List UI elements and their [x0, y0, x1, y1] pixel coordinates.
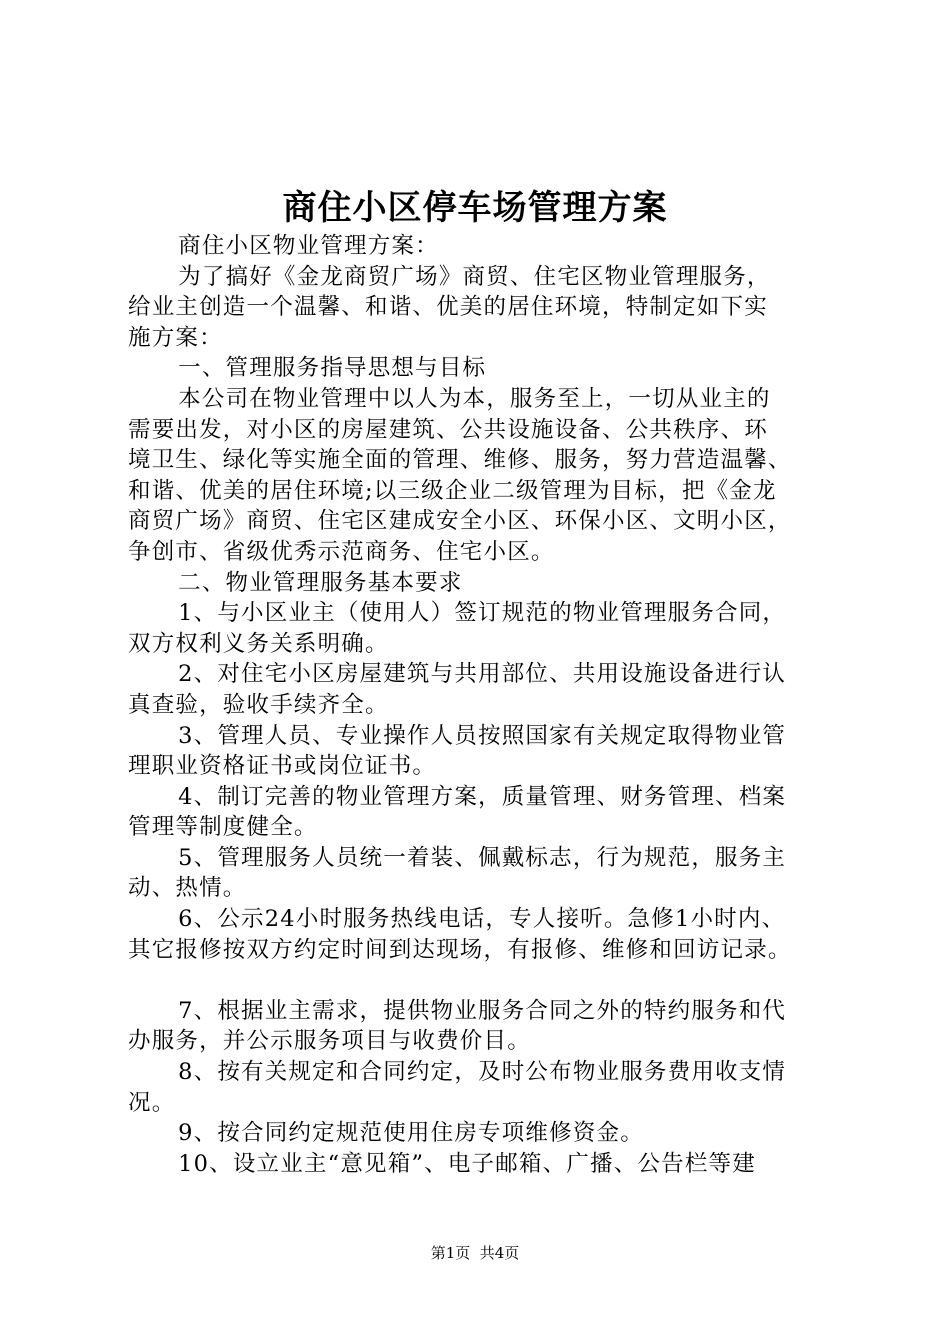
text-line: 一、管理服务指导思想与目标	[128, 355, 487, 382]
text-line: 动、热情。	[128, 875, 247, 902]
text-line: 9、按合同约定规范使用住房专项维修资金。	[128, 1120, 644, 1147]
text-line: 二、物业管理服务基本要求	[128, 569, 463, 596]
text-line: 8、按有关规定和合同约定，及时公布物业服务费用收支情	[128, 1059, 787, 1086]
text-line: 管理等制度健全。	[128, 814, 318, 841]
text-line: 境卫生、绿化等实施全面的管理、维修、服务，努力营造温馨、	[128, 447, 792, 474]
text-line: 给业主创造一个温馨、和谐、优美的居住环境，特制定如下实	[128, 294, 768, 321]
text-line: 真查验，验收手续齐全。	[128, 691, 389, 718]
document-body	[128, 231, 850, 1179]
text-line: 7、根据业主需求，提供物业服务合同之外的特约服务和代	[128, 997, 787, 1024]
text-line: 2、对住宅小区房屋建筑与共用部位、共用设施设备进行认	[128, 661, 787, 688]
text-line: 商住小区物业管理方案：	[128, 233, 439, 259]
text-line: 理职业资格证书或岗位证书。	[128, 753, 437, 780]
text-line: 况。	[128, 1089, 176, 1116]
text-line: 为了搞好《金龙商贸广场》商贸、住宅区物业管理服务，	[128, 263, 771, 290]
text-line: 10、设立业主“意见箱”、电子邮箱、广播、公告栏等建	[128, 1150, 756, 1177]
text-line: 办服务，并公示服务项目与收费价目。	[128, 1028, 531, 1055]
text-line: 4、制订完善的物业管理方案，质量管理、财务管理、档案	[128, 783, 787, 810]
blank-line	[128, 965, 850, 996]
document-title: 商住小区停车场管理方案	[282, 188, 668, 228]
page-footer: 第1页 共4页	[430, 1244, 520, 1262]
text-line: 需要出发，对小区的房屋建筑、公共设施设备、公共秩序、环	[128, 416, 768, 443]
text-line: 争创市、省级优秀示范商务、住宅小区。	[128, 538, 555, 565]
text-line: 3、管理人员、专业操作人员按照国家有关规定取得物业管	[128, 722, 787, 749]
text-line: 1、与小区业主（使用人）签订规范的物业管理服务合同，	[128, 600, 787, 627]
text-line: 施方案：	[128, 324, 223, 351]
text-line: 商贸广场》商贸、住宅区建成安全小区、环保小区、文明小区，	[128, 508, 792, 535]
text-line: 本公司在物业管理中以人为本，服务至上，一切从业主的	[128, 385, 771, 412]
text-line: 5、管理服务人员统一着装、佩戴标志，行为规范，服务主	[128, 844, 787, 871]
text-line: 和谐、优美的居住环境;以三级企业二级管理为目标，把《金龙	[128, 477, 777, 504]
text-line: 双方权利义务关系明确。	[128, 630, 389, 657]
text-line: 其它报修按双方约定时间到达现场，有报修、维修和回访记录。	[128, 936, 792, 963]
text-line: 6、公示24小时服务热线电话，专人接听。急修1小时内、	[128, 906, 786, 933]
